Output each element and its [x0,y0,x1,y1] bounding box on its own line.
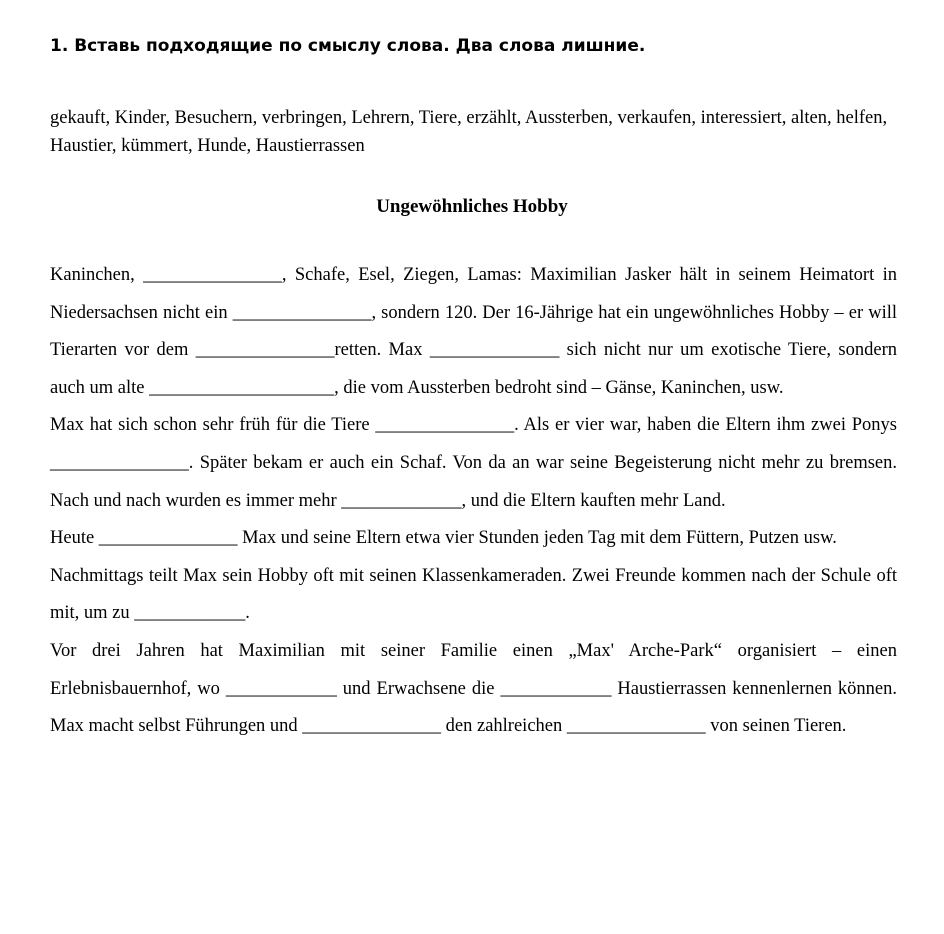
story-paragraph-1: Kaninchen, _______________, Schafe, Esel, Ziegen, Lamas: Maximilian Jasker hält in seinem Heimatort in Niedersachsen nicht ein _______________, sondern 120. Der 16-Jährige hat ein ungewöhnliches Hobby – er will Tierarten vor dem _______________retten. Max ______________ sich nicht nur um exotische Tiere, sondern auch um alte ____________________, die vom Aussterben bedroht sind – Gänse, Kaninchen, usw. [50,265,897,398]
story-text [50,257,897,746]
story-paragraph-4: Nachmittags teilt Max sein Hobby oft mit seinen Klassenkameraden. Zwei Freunde kommen nach der Schule oft mit, um zu ____________. [50,565,897,624]
story-paragraph-3: Heute _______________ Max und seine Eltern etwa vier Stunden jeden Tag mit dem Füttern, Putzen usw. [50,528,837,549]
story-title: Ungewöhnliches Hobby [376,196,568,217]
story-paragraph-5: Vor drei Jahren hat Maximilian mit seiner Familie einen „Max' Arche-Park“ organisiert – einen Erlebnisbauernhof, wo ____________ und Erwachsene die ____________ Haustierrassen kennenlernen können. Max macht selbst Führungen und _______________ den zahlreichen _______________ von seinen Tieren. [50,640,897,737]
story-paragraph-2: Max hat sich schon sehr früh für die Tiere _______________. Als er vier war, haben die Eltern ihm zwei Ponys _______________. Später bekam er auch ein Schaf. Von da an war seine Begeisterung nicht mehr zu bremsen. Nach und nach wurden es immer mehr _____________, und die Eltern kauften mehr Land. [50,415,897,511]
task-heading: 1. Вставь подходящие по смыслу слова. Два слова лишние. [50,36,646,56]
word-bank: gekauft, Kinder, Besuchern, verbringen, Lehrern, Tiere, erzählt, Aussterben, verkaufen, interessiert, alten, helfen, Haustier, kümmert, Hunde, Haustierrassen [50,108,888,156]
